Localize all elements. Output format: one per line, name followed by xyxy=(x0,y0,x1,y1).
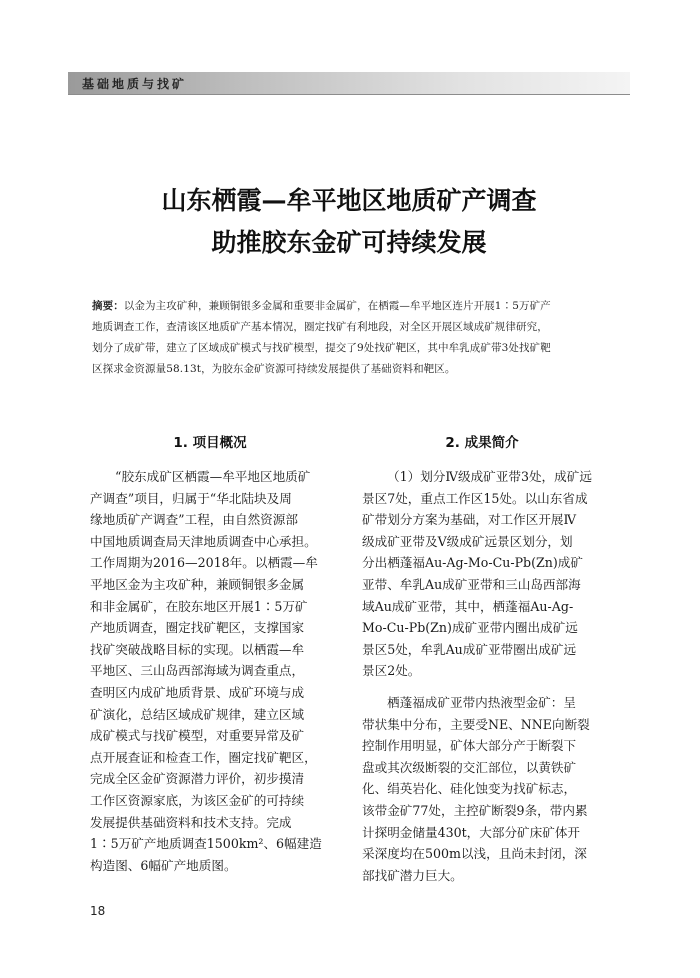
article-title xyxy=(68,180,630,264)
text-line: Mo-Cu-Pb(Zn)成矿亚带内圈出成矿远 xyxy=(362,620,578,636)
running-header xyxy=(68,72,630,94)
text-line: 景区7处，重点工作区15处。以山东省成 xyxy=(362,490,588,506)
text-line: 矿演化，总结区域成矿规律，建立区域 xyxy=(90,706,305,722)
text-line: 控制作用明显，矿体大部分产于断裂下 xyxy=(362,738,577,754)
section-heading-results: 2. 成果简介 xyxy=(445,435,519,451)
section-body-overview xyxy=(90,466,330,876)
text-line: 部找矿潜力巨大。 xyxy=(362,867,463,883)
text-line: 该带金矿77处，主控矿断裂9条，带内累 xyxy=(362,802,588,818)
text-line: 带状集中分布，主要受NE、NNE向断裂 xyxy=(362,716,590,732)
text-line: “胶东成矿区栖霞—牟平地区地质矿 xyxy=(115,469,311,484)
text-line: 景区5处，牟乳Au成矿亚带圈出成矿远 xyxy=(362,641,577,657)
text-line: 域Au成矿亚带，其中，栖蓬福Au-Ag- xyxy=(362,598,574,614)
page-number: 18 xyxy=(90,904,106,918)
text-line: 采深度均在500m以浅，且尚未封闭，深 xyxy=(362,846,587,862)
text-line: 级成矿亚带及Ⅴ级成矿远景区划分，划 xyxy=(362,533,573,549)
results-paragraph-2 xyxy=(362,692,602,886)
header-rule xyxy=(68,94,630,95)
text-line: 分出栖蓬福Au-Ag-Mo-Cu-Pb(Zn)成矿 xyxy=(362,555,583,571)
text-line: 和非金属矿，在胶东地区开展1∶5万矿 xyxy=(90,598,308,614)
text-line: 平地区金为主攻矿种，兼顾铜银多金属 xyxy=(90,576,305,592)
abstract xyxy=(92,296,612,380)
text-line: 发展提供基础资料和技术支持。完成 xyxy=(90,814,292,830)
text-line: 平地区、三山岛西部海域为调查重点， xyxy=(90,663,305,679)
right-column xyxy=(362,432,602,886)
abstract-label: 摘要： xyxy=(92,300,124,312)
abstract-line: 区探求金资源量58.13t，为胶东金矿资源可持续发展提供了基础资料和靶区。 xyxy=(92,363,456,375)
text-line: 成矿模式与找矿模型，对重要异常及矿 xyxy=(90,728,305,744)
abstract-line: 摘要：以金为主攻矿种，兼顾铜银多金属和重要非金属矿，在栖霞—牟平地区连片开展1∶5万矿产 xyxy=(92,300,551,312)
text-line: 盘或其次级断裂的交汇部位，以黄铁矿 xyxy=(362,759,577,775)
text-line: 产调查”项目，归属于“华北陆块及周 xyxy=(90,490,292,506)
text-line: 构造图、6幅矿产地质图。 xyxy=(90,857,237,873)
text-line: 景区2处。 xyxy=(362,663,421,679)
title-line-2: 助推胶东金矿可持续发展 xyxy=(211,228,487,257)
text-line: 完成全区金矿资源潜力评价，初步摸清 xyxy=(90,771,305,787)
text-line: 栖蓬福成矿亚带内热液型金矿：呈 xyxy=(387,694,576,710)
text-line: 矿带划分方案为基础，对工作区开展Ⅳ xyxy=(362,512,577,528)
title-line-1: 山东栖霞—牟平地区地质矿产调查 xyxy=(161,186,537,215)
text-line: 工作周期为2016—2018年。以栖霞—牟 xyxy=(90,555,318,571)
text-line: 1∶5万矿产地质调查1500km²、6幅建造 xyxy=(90,836,322,852)
text-line: 中国地质调查局天津地质调查中心承担。 xyxy=(90,533,317,549)
text-line: 查明区内成矿地质背景、成矿环境与成 xyxy=(90,684,305,700)
text-line: 找矿突破战略目标的实现。以栖霞—牟 xyxy=(90,641,305,657)
text-line: 产地质调查，圈定找矿靶区，支撑国家 xyxy=(90,620,305,636)
results-paragraph-1 xyxy=(362,466,602,682)
abstract-line: 地质调查工作，查清该区地质矿产基本情况，圈定找矿有利地段，对全区开展区域成矿规律研究， xyxy=(92,321,548,333)
text-line: （1）划分Ⅳ级成矿亚带3处，成矿远 xyxy=(387,469,592,484)
text-line: 缘地质矿产调查”工程，由自然资源部 xyxy=(90,512,298,528)
left-column xyxy=(90,432,330,876)
text-line: 点开展查证和检查工作，圈定找矿靶区， xyxy=(90,749,317,765)
text-line: 工作区资源家底，为该区金矿的可持续 xyxy=(90,792,305,808)
text-line: 化、绢英岩化、硅化蚀变为找矿标志， xyxy=(362,781,577,797)
section-label: 基础地质与找矿 xyxy=(82,77,188,91)
section-heading-overview: 1. 项目概况 xyxy=(173,435,247,451)
abstract-line: 划分了成矿带，建立了区域成矿模式与找矿模型，提交了9处找矿靶区，其中牟乳成矿带3处找矿靶 xyxy=(92,342,551,354)
paragraph-gap xyxy=(362,682,602,692)
text-line: 计探明金储量430t，大部分矿床矿体开 xyxy=(362,824,581,840)
text-line: 亚带、牟乳Au成矿亚带和三山岛西部海 xyxy=(362,576,581,592)
